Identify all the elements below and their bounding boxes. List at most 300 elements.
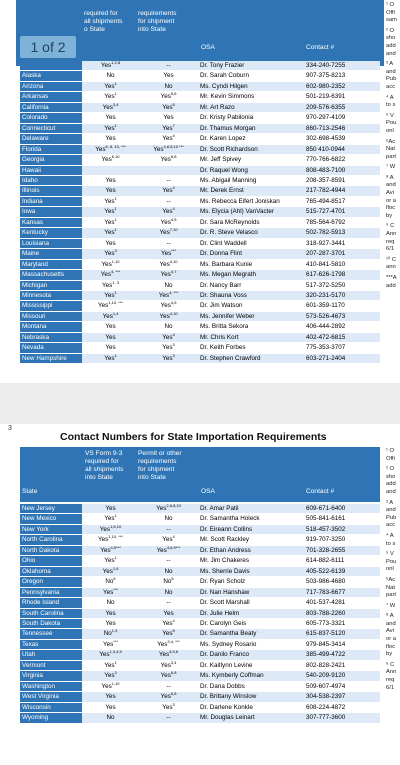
footnote-ref: 3 [172, 353, 175, 358]
footnotes-column-1 [386, 2, 400, 382]
footnote-ref: 3,4 [112, 102, 119, 107]
footnote-ref: 4 [172, 133, 175, 139]
footnote-ref: 6 [172, 102, 175, 107]
contact-phone-cell: 318-927-3441 [304, 238, 380, 248]
osa-name-cell: Ms. Abigail Manning [198, 175, 304, 185]
state-name-cell: Arizona [20, 81, 82, 91]
osa-name-cell: Dr. Kristy Pabilonia [198, 113, 304, 123]
osa-name-cell: Dr. Stephen Crawford [198, 353, 304, 363]
table-row [20, 311, 380, 321]
footnote-line: Pou [386, 558, 397, 565]
form-required-cell: Yes$^1$ [82, 353, 139, 363]
permit-required-cell: Yes$^4$ [139, 332, 198, 342]
permit-required-cell: -- [139, 681, 198, 691]
footnote-ref: 1,2,8 [111, 61, 121, 65]
state-name-cell: Kansas [20, 217, 82, 227]
footnote-line: floc [386, 643, 396, 650]
permit-required-cell: Yes$^4$ [139, 186, 198, 196]
permit-required-cell: Yes$^{5,6}$ [139, 92, 198, 102]
form-required-cell: Yes [82, 692, 139, 702]
footnote-line: and [386, 507, 396, 514]
footnote-ref: 1 [114, 196, 117, 201]
footnote-ref: 1 [114, 217, 117, 222]
contact-phone-cell: 401-537-4281 [304, 598, 380, 608]
permit-required-cell: -- [139, 524, 198, 534]
table-row [20, 671, 380, 681]
footnote-line: add [386, 42, 396, 49]
page-gap [0, 383, 400, 424]
form-required-cell: Yes [82, 175, 139, 185]
header-osa: OSA [201, 44, 215, 51]
footnote-line: add [386, 481, 396, 488]
state-name-cell: Hawaii [20, 165, 82, 175]
footnote-line: req [386, 677, 395, 684]
permit-required-cell [139, 165, 198, 175]
footnote-ref: 4,6,8,10 *** [163, 144, 184, 149]
osa-name-cell: Dr. Jim Watson [198, 301, 304, 311]
osa-name-cell: Dr. Donna Flint [198, 249, 304, 259]
permit-required-cell: -- [139, 713, 198, 723]
header-contact: Contact # [306, 44, 335, 51]
state-name-cell: Utah [20, 650, 82, 660]
footnote-line: and [386, 182, 396, 189]
contact-phone-cell: 603-271-2404 [304, 353, 380, 363]
footnote-line: ⁶Ac [386, 138, 396, 145]
footnote-line: Pub [386, 76, 397, 83]
footnote-ref: 1 [114, 206, 117, 212]
state-name-cell: New Hampshire [20, 353, 82, 363]
page-number: 3 [8, 425, 12, 432]
footnote-ref: 4,6,9*** [166, 545, 181, 550]
form-required-cell: Yes$^{1,10}$ [82, 681, 139, 691]
table-row [20, 639, 380, 649]
form-required-cell: Yes [82, 322, 139, 332]
contact-phone-cell: 410-841-5810 [304, 259, 380, 269]
form-required-cell: Yes$^3$ [82, 671, 139, 681]
osa-name-cell: Dr. Julie Helm [198, 608, 304, 618]
contact-phone-cell: 207-287-3701 [304, 249, 380, 259]
footnote-ref: 3 [114, 248, 117, 254]
state-name-cell: Alaska [20, 71, 82, 81]
table-row [20, 692, 380, 702]
form-required-cell: Yes$^{6, 8, 10, ***}$ [82, 144, 139, 154]
state-name-cell: Maine [20, 249, 82, 259]
footnote-ref: 4 [172, 185, 175, 191]
footnote-ref: 4 [172, 534, 175, 540]
footnote-ref: 6,8 [170, 691, 177, 697]
contact-phone-cell: 540-209-9120 [304, 671, 380, 681]
table-row [20, 535, 380, 545]
footnote-ref: 4 [172, 332, 175, 337]
state-name-cell: Texas [20, 639, 82, 649]
contact-phone-cell: 406-444-2892 [304, 322, 380, 332]
state-name-cell: Ohio [20, 556, 82, 566]
footnote-ref: 5,6 [170, 91, 177, 97]
osa-name-cell: Ms. Sherrie Davis [198, 566, 304, 576]
footnote-ref: 6,8 [170, 670, 177, 676]
form-required-cell: Yes$^1$ [82, 228, 139, 238]
header-col-b: VS Form 9-3 required for all shipments into State [85, 450, 124, 481]
footnote-line: ⁵ V [386, 112, 394, 119]
osa-name-cell: Dr. Scott Marshall [198, 598, 304, 608]
contact-phone-cell: 608-224-4872 [304, 702, 380, 712]
header-state: State [22, 488, 38, 495]
table-row [20, 545, 380, 555]
table-row [20, 228, 380, 238]
form-required-cell: No$^6$ [82, 577, 139, 587]
osa-name-cell: Dr. Brittany Winslow [198, 692, 304, 702]
form-required-cell: No [82, 71, 139, 81]
permit-required-cell: Yes$^3$ [139, 702, 198, 712]
table-row [20, 249, 380, 259]
contact-phone-cell: 402-472-6815 [304, 332, 380, 342]
permit-required-cell: No [139, 322, 198, 332]
footnote-ref: 4 [172, 206, 175, 212]
osa-name-cell: Dr. Ryan Scholz [198, 577, 304, 587]
osa-name-cell: Dr. Shauna Voss [198, 290, 304, 300]
state-name-cell: Mississippi [20, 301, 82, 311]
footnote-line: Nat [386, 146, 396, 153]
contact-phone-cell: 907-375-8213 [304, 71, 380, 81]
contact-phone-cell: 334-240-7255 [304, 61, 380, 71]
state-name-cell: New Jersey [20, 504, 82, 514]
contact-phone-cell: 217-782-4944 [304, 186, 380, 196]
state-table-1 [20, 61, 380, 364]
footnote-line: ³ A [386, 499, 394, 506]
contact-phone-cell: 509-607-4974 [304, 681, 380, 691]
footnote-ref: 1,10, *** [108, 534, 123, 540]
footnote-line: 6/1 [386, 246, 395, 253]
state-name-cell: Virginia [20, 671, 82, 681]
state-name-cell: North Dakota [20, 545, 82, 555]
osa-name-cell: Ms. Jennifer Weber [198, 311, 304, 321]
form-required-cell: Yes$^1$ [82, 660, 139, 670]
footnote-line: ⁸ A [386, 174, 394, 181]
permit-required-cell: Yes$^{4,6}$ [139, 301, 198, 311]
footnote-ref: 4, *** [111, 269, 121, 274]
osa-name-cell: Dr. Amar Patil [198, 504, 304, 514]
osa-name-cell: Mr. Jeff Spivey [198, 155, 304, 165]
osa-name-cell: Dr. Clint Waddell [198, 238, 304, 248]
permit-required-cell: Yes$^5$ [139, 629, 198, 639]
osa-name-cell: Dr. Samantha Beaty [198, 629, 304, 639]
footnote-ref: 1,3 [111, 628, 118, 634]
form-required-cell: Yes*** [82, 639, 139, 649]
contact-phone-cell: 609-671-6400 [304, 504, 380, 514]
footnote-ref: 4 [172, 618, 175, 623]
form-required-cell: Yes [82, 618, 139, 628]
footnote-line: Offi [386, 9, 395, 16]
state-name-cell: Oklahoma [20, 566, 82, 576]
osa-name-cell: Ms. Barbara Kunie [198, 259, 304, 269]
footnote-ref: *** [171, 248, 176, 254]
footnote-ref: 1 [114, 227, 117, 233]
form-required-cell: Yes$^1$ [82, 556, 139, 566]
table-row [20, 259, 380, 269]
permit-required-cell: -- [139, 238, 198, 248]
contact-phone-cell: 405-522-6139 [304, 566, 380, 576]
table-row [20, 566, 380, 576]
table-row [20, 577, 380, 587]
state-name-cell: North Carolina [20, 535, 82, 545]
state-name-cell: Illinois [20, 186, 82, 196]
table-row [20, 681, 380, 691]
state-name-cell: New Mexico [20, 514, 82, 524]
state-name-cell: Vermont [20, 660, 82, 670]
contact-phone-cell: 302-698-4539 [304, 134, 380, 144]
footnote-ref: 4,10 [169, 259, 178, 264]
permit-required-cell: Yes$^{4,5}$ [139, 217, 198, 227]
osa-name-cell: Dr. Nan Hanshaw [198, 587, 304, 597]
table-row [20, 598, 380, 608]
state-name-cell: West Virginia [20, 692, 82, 702]
state-name-cell: Iowa [20, 207, 82, 217]
permit-required-cell: Yes$^{6,8}$ [139, 155, 198, 165]
footnote-ref: 1 [114, 81, 117, 86]
contact-phone-cell: 320-231-5170 [304, 290, 380, 300]
page-count-badge: 1 of 2 [20, 36, 76, 58]
permit-required-cell: Yes$^{4,10}$ [139, 311, 198, 321]
permit-required-cell: Yes$^3$ [139, 343, 198, 353]
permit-required-cell: -- [139, 556, 198, 566]
osa-name-cell: Dr. Sara McReynolds [198, 217, 304, 227]
form-required-cell: Yes$^1$ [82, 514, 139, 524]
form-required-cell: Yes$^1$ [82, 196, 139, 206]
permit-required-cell: Yes$^{6,8}$ [139, 692, 198, 702]
page-title: Contact Numbers for State Importation Requirements [60, 431, 327, 443]
footnote-line: Ann [386, 231, 397, 238]
state-name-cell: Arkansas [20, 92, 82, 102]
form-required-cell: Yes$^{4,5***}$ [82, 545, 139, 555]
footnote-ref: 4,7 [170, 269, 177, 274]
footnote-line: or a [386, 197, 396, 204]
table-row [20, 524, 380, 534]
footnote-ref: 1, 3 [112, 280, 119, 285]
osa-name-cell: Ms. Cyndi Hilgen [198, 81, 304, 91]
contact-phone-cell: 970-297-4109 [304, 113, 380, 123]
table-row [20, 618, 380, 628]
table-row [20, 280, 380, 290]
footnote-ref: 2,6,8,10 [166, 504, 181, 508]
osa-name-cell: Dr. Eireann Collins [198, 524, 304, 534]
table-row [20, 207, 380, 217]
state-name-cell: Wyoming [20, 713, 82, 723]
contact-phone-cell: 517-372-5250 [304, 280, 380, 290]
table-row [20, 238, 380, 248]
contact-phone-cell: 701-328-2655 [304, 545, 380, 555]
footnote-line: onl [386, 127, 394, 134]
form-required-cell: No [82, 598, 139, 608]
table-row [20, 660, 380, 670]
form-required-cell: Yes$^{1,8,10}$ [82, 524, 139, 534]
contact-phone-cell: 208-357-8591 [304, 175, 380, 185]
table-row [20, 165, 380, 175]
permit-required-cell: No [139, 280, 198, 290]
state-name-cell: Georgia [20, 155, 82, 165]
contact-phone-cell: 209-576-6355 [304, 102, 380, 112]
permit-required-cell: Yes$^{4,5,6}$ [139, 650, 198, 660]
footnote-ref: 4,5 [170, 217, 177, 222]
state-name-cell: Louisiana [20, 238, 82, 248]
footnote-ref: 1 [114, 123, 117, 128]
permit-required-cell: Yes$^{2,6,8,10}$ [139, 504, 198, 514]
contact-phone-cell: 860-713-2546 [304, 123, 380, 133]
state-name-cell: Massachusetts [20, 270, 82, 280]
footnote-line: by [386, 212, 393, 219]
form-required-cell: Yes$^1$ [82, 81, 139, 91]
footnote-line: Avi [386, 628, 394, 635]
form-required-cell: Yes [82, 504, 139, 514]
state-name-cell [20, 61, 82, 71]
form-required-cell: Yes$^{1,4}$ [82, 311, 139, 321]
osa-name-cell: Mr. Douglas Leinart [198, 713, 304, 723]
permit-required-cell: Yes [139, 608, 198, 618]
form-required-cell: Yes [82, 238, 139, 248]
table-row [20, 186, 380, 196]
table-row [20, 587, 380, 597]
table-row [20, 217, 380, 227]
footnote-line: floc [386, 205, 396, 212]
footnote-line: add [386, 282, 396, 289]
osa-name-cell: Dr. Carolyn Geis [198, 618, 304, 628]
contact-phone-cell: 615-837-5120 [304, 629, 380, 639]
state-name-cell: Michigan [20, 280, 82, 290]
osa-name-cell: Mr. Kevin Simmons [198, 92, 304, 102]
table-row [20, 81, 380, 91]
osa-name-cell: Dr. Danilo Franco [198, 650, 304, 660]
permit-required-cell: Yes$^6$ [139, 102, 198, 112]
footnote-line: ¹⁰ C [386, 256, 397, 263]
permit-required-cell: Yes$^{4,6,8,10 ***}$ [139, 144, 198, 154]
contact-phone-cell: 601-359-1170 [304, 301, 380, 311]
footnote-line: Avi [386, 190, 394, 197]
table-row [20, 123, 380, 133]
footnote-line: sam [386, 17, 397, 24]
footnote-line: ⁵ V [386, 551, 394, 558]
table-row [20, 629, 380, 639]
osa-name-cell: Dr. Nancy Barr [198, 280, 304, 290]
table-row [20, 290, 380, 300]
contact-phone-cell: 765-494-8517 [304, 196, 380, 206]
footnote-line: ***A [386, 275, 397, 281]
permit-required-cell: -- [139, 196, 198, 206]
table-row [20, 514, 380, 524]
osa-name-cell: Ms. Sydney Rosario [198, 639, 304, 649]
state-name-cell: South Carolina [20, 608, 82, 618]
osa-name-cell: Dr. Kaitlynn Levine [198, 660, 304, 670]
footnote-line: ⁶Ac [386, 576, 396, 583]
table-row [20, 134, 380, 144]
footnote-line: acc [386, 83, 396, 90]
footnote-ref: 1 [114, 513, 117, 519]
footnote-line: and [386, 50, 396, 57]
footnote-ref: 1,8,10 [110, 524, 122, 529]
state-table-2 [20, 504, 380, 724]
form-required-cell: Yes$^1$ [82, 290, 139, 300]
table-row [20, 144, 380, 154]
footnote-ref: 3,4 [170, 660, 177, 665]
header-col-c: requirements for shipment into State [138, 10, 177, 33]
permit-required-cell: Yes [139, 71, 198, 81]
osa-name-cell: Dr. R. Steve Velasco [198, 228, 304, 238]
footnote-line: Ann [386, 669, 397, 676]
footnote-line: 6/1 [386, 684, 395, 691]
form-required-cell: Yes$^3$ [82, 249, 139, 259]
state-name-cell: Oregon [20, 577, 82, 587]
footnote-line: to s [386, 540, 396, 547]
form-required-cell: Yes [82, 702, 139, 712]
state-name-cell: Idaho [20, 175, 82, 185]
table-row [20, 61, 380, 71]
permit-required-cell: No$^6$ [139, 577, 198, 587]
footnote-line: ⁸ A [386, 613, 394, 620]
state-name-cell: Montana [20, 322, 82, 332]
contact-phone-cell: 717-783-6677 [304, 587, 380, 597]
form-required-cell: Yes$^1$ [82, 207, 139, 217]
table-row [20, 92, 380, 102]
footnote-ref: 1 [114, 660, 117, 665]
osa-name-cell: Dr. Karen Lopez [198, 134, 304, 144]
osa-name-cell: Dr. Darlene Konkle [198, 702, 304, 712]
permit-required-cell: Yes$^4$ [139, 535, 198, 545]
footnote-line: ² O [386, 466, 395, 473]
state-name-cell: South Dakota [20, 618, 82, 628]
form-required-cell: Yes$^{1,3,4,5}$ [82, 650, 139, 660]
footnote-ref: *** [113, 639, 118, 644]
permit-required-cell: Yes$^{6,8}$ [139, 671, 198, 681]
osa-name-cell: Mr. Scott Rackley [198, 535, 304, 545]
osa-name-cell: Dr. Keith Forbes [198, 343, 304, 353]
state-name-cell: Maryland [20, 259, 82, 269]
permit-required-cell: Yes$^4$ [139, 134, 198, 144]
form-required-cell: Yes [82, 608, 139, 618]
footnote-line: ³ A [386, 61, 394, 68]
osa-name-cell: Mr. Derek Ernst [198, 186, 304, 196]
state-name-cell: Nevada [20, 343, 82, 353]
osa-name-cell: Mr. Jim Chakeres [198, 556, 304, 566]
osa-name-cell: Ms. Megan Megrath [198, 270, 304, 280]
permit-required-cell: Yes$^{3,4, ***}$ [139, 639, 198, 649]
osa-name-cell: Dr. Thamus Morgan [198, 123, 304, 133]
state-name-cell: Wisconsin [20, 702, 82, 712]
contact-phone-cell: 770-766-6822 [304, 155, 380, 165]
osa-name-cell: Dr. Sarah Coburn [198, 71, 304, 81]
osa-name-cell: Ms. Britta Sekora [198, 322, 304, 332]
header-contact: Contact # [306, 488, 335, 495]
permit-required-cell: -- [139, 61, 198, 71]
footnote-line: part [386, 153, 396, 160]
osa-name-cell: Dr. Tony Frazier [198, 61, 304, 71]
contact-phone-cell: 617-626-1798 [304, 270, 380, 280]
footnote-line: Pou [386, 120, 397, 127]
osa-name-cell: Dr. Samantha Holeck [198, 514, 304, 524]
footnote-ref: 7,10 [169, 227, 178, 233]
footnote-ref: 1,3,4,5 [109, 649, 122, 655]
contact-phone-cell: 573-526-4673 [304, 311, 380, 321]
footnote-ref: 6 [171, 576, 174, 582]
contact-phone-cell: 979-845-3414 [304, 639, 380, 649]
footnote-line: ² O [386, 27, 395, 34]
table-row [20, 155, 380, 165]
footnote-ref: 6, 8, 10, *** [105, 144, 126, 149]
footnote-line: sho [386, 473, 396, 480]
contact-phone-cell: 919-707-3250 [304, 535, 380, 545]
osa-name-cell: Mr. Chris Kort [198, 332, 304, 342]
footnote-line: part [386, 592, 396, 599]
footnote-ref: 1,10, *** [108, 300, 123, 306]
permit-required-cell: Yes$^4$ [139, 618, 198, 628]
contact-phone-cell: 503-986-4680 [304, 577, 380, 587]
